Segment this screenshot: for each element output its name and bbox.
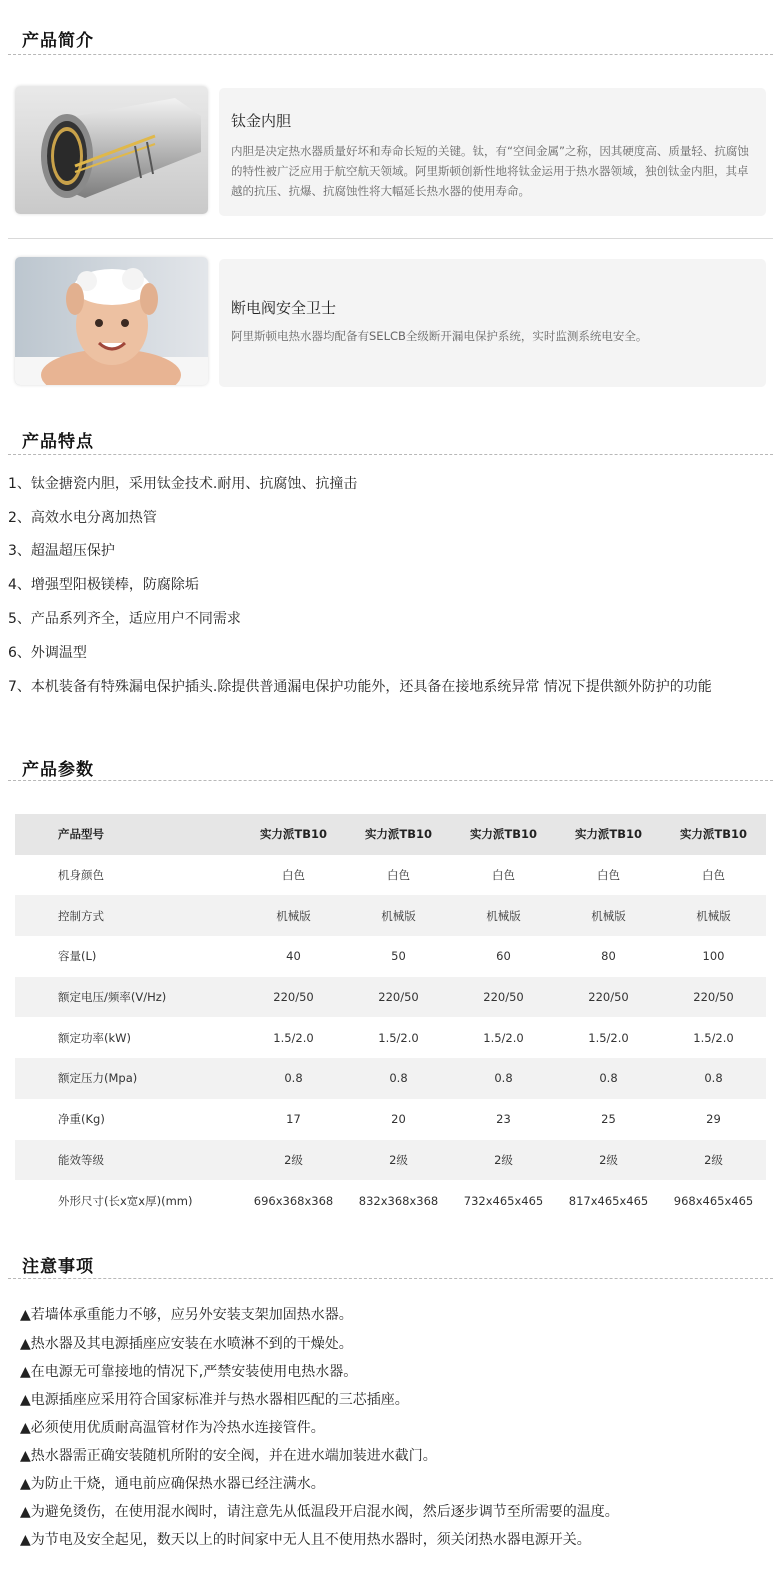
table-cell: 白色 <box>661 855 766 896</box>
table-cell: 1.5/2.0 <box>241 1017 346 1058</box>
feature-item: 7、本机装备有特殊漏电保护插头.除提供普通漏电保护功能外，还具备在接地系统异常 情况下提供额外防护的功能 <box>8 679 712 695</box>
table-cell: 白色 <box>451 855 556 896</box>
table-cell: 1.5/2.0 <box>661 1017 766 1058</box>
table-cell: 0.8 <box>556 1058 661 1099</box>
spec-table <box>15 814 766 1221</box>
table-row <box>15 1017 766 1058</box>
table-row <box>15 1058 766 1099</box>
table-cell-label: 净重(Kg) <box>15 1099 241 1140</box>
table-cell: 220/50 <box>556 977 661 1018</box>
table-cell: 832x368x368 <box>346 1180 451 1221</box>
table-cell: 1.5/2.0 <box>451 1017 556 1058</box>
table-cell: 白色 <box>346 855 451 896</box>
table-cell: 20 <box>346 1099 451 1140</box>
table-cell: 50 <box>346 936 451 977</box>
table-cell: 机械版 <box>661 895 766 936</box>
titanium-tank-image <box>15 86 208 214</box>
table-cell: 机械版 <box>346 895 451 936</box>
table-header-cell: 产品型号 <box>15 814 241 855</box>
table-cell: 2级 <box>451 1140 556 1181</box>
table-header-cell: 实力派TB10 <box>451 814 556 855</box>
note-item: ▲必须使用优质耐高温管材作为冷热水连接管件。 <box>20 1420 325 1436</box>
table-cell: 1.5/2.0 <box>556 1017 661 1058</box>
section-divider <box>8 780 773 781</box>
table-cell: 机械版 <box>556 895 661 936</box>
table-cell: 25 <box>556 1099 661 1140</box>
table-cell: 0.8 <box>241 1058 346 1099</box>
table-cell: 机械版 <box>241 895 346 936</box>
feature-item: 3、超温超压保护 <box>8 543 115 559</box>
table-row <box>15 977 766 1018</box>
table-cell: 2级 <box>346 1140 451 1181</box>
table-cell: 29 <box>661 1099 766 1140</box>
intro-divider <box>8 238 773 239</box>
section-divider <box>8 54 773 55</box>
table-row <box>15 855 766 896</box>
table-row <box>15 1140 766 1181</box>
intro-heading: 钛金内胆 <box>231 112 292 130</box>
table-cell: 220/50 <box>451 977 556 1018</box>
table-header-cell: 实力派TB10 <box>661 814 766 855</box>
table-cell: 0.8 <box>451 1058 556 1099</box>
table-cell: 17 <box>241 1099 346 1140</box>
baby-bath-image <box>15 257 208 385</box>
feature-item: 5、产品系列齐全，适应用户不同需求 <box>8 611 241 627</box>
table-row <box>15 895 766 936</box>
feature-item: 2、高效水电分离加热管 <box>8 510 157 526</box>
table-cell: 220/50 <box>241 977 346 1018</box>
intro-description: 内胆是决定热水器质量好坏和寿命长短的关键。钛，有“空间金属”之称，因其硬度高、质量轻、抗腐蚀的特性被广泛应用于航空航天领域。阿里斯顿创新性地将钛金运用于热水器领域，独创钛金内胆，其卓越的抗压、抗爆、抗腐蚀性将大幅延长热水器的使用寿命。 <box>231 144 749 198</box>
table-cell: 0.8 <box>661 1058 766 1099</box>
table-cell: 732x465x465 <box>451 1180 556 1221</box>
table-cell-label: 额定电压/频率(V/Hz) <box>15 977 241 1018</box>
section-title-intro: 产品简介 <box>22 31 94 51</box>
feature-item: 4、增强型阳极镁棒，防腐除垢 <box>8 577 199 593</box>
feature-item: 1、钛金搪瓷内胆，采用钛金技术.耐用、抗腐蚀、抗撞击 <box>8 476 358 492</box>
section-divider <box>8 1278 773 1279</box>
table-header-cell: 实力派TB10 <box>556 814 661 855</box>
table-header-cell: 实力派TB10 <box>346 814 451 855</box>
table-cell: 817x465x465 <box>556 1180 661 1221</box>
table-cell: 220/50 <box>661 977 766 1018</box>
table-row <box>15 1099 766 1140</box>
table-cell: 0.8 <box>346 1058 451 1099</box>
table-row <box>15 1180 766 1221</box>
table-cell: 1.5/2.0 <box>346 1017 451 1058</box>
note-item: ▲热水器需正确安装随机所附的安全阀，并在进水端加装进水截门。 <box>20 1448 437 1464</box>
table-cell: 机械版 <box>451 895 556 936</box>
table-cell: 白色 <box>556 855 661 896</box>
intro-card-safety <box>219 259 766 387</box>
note-item: ▲在电源无可靠接地的情况下,严禁安装使用电热水器。 <box>20 1364 358 1380</box>
table-cell: 2级 <box>556 1140 661 1181</box>
table-cell: 2级 <box>661 1140 766 1181</box>
note-item: ▲电源插座应采用符合国家标准并与热水器相匹配的三芯插座。 <box>20 1392 409 1408</box>
table-cell: 100 <box>661 936 766 977</box>
table-cell: 白色 <box>241 855 346 896</box>
table-cell: 60 <box>451 936 556 977</box>
table-cell: 23 <box>451 1099 556 1140</box>
note-item: ▲为防止干烧，通电前应确保热水器已经注满水。 <box>20 1476 325 1492</box>
table-cell: 220/50 <box>346 977 451 1018</box>
table-cell-label: 机身颜色 <box>15 855 241 896</box>
table-cell-label: 控制方式 <box>15 895 241 936</box>
table-cell-label: 额定功率(kW) <box>15 1017 241 1058</box>
note-item: ▲为节电及安全起见，数天以上的时间家中无人且不使用热水器时，须关闭热水器电源开关。 <box>20 1532 591 1548</box>
note-item: ▲为避免烫伤，在使用混水阀时，请注意先从低温段开启混水阀，然后逐步调节至所需要的温度。 <box>20 1504 619 1520</box>
table-cell: 968x465x465 <box>661 1180 766 1221</box>
table-cell-label: 容量(L) <box>15 936 241 977</box>
table-cell: 80 <box>556 936 661 977</box>
intro-heading: 断电阀安全卫士 <box>231 299 337 317</box>
note-item: ▲若墙体承重能力不够，应另外安装支架加固热水器。 <box>20 1307 353 1323</box>
section-divider <box>8 454 773 455</box>
section-title-features: 产品特点 <box>22 432 94 452</box>
table-header-cell: 实力派TB10 <box>241 814 346 855</box>
intro-description: 阿里斯顿电热水器均配备有SELCB全级断开漏电保护系统，实时监测系统电安全。 <box>231 329 648 343</box>
section-title-params: 产品参数 <box>22 760 94 780</box>
table-cell: 2级 <box>241 1140 346 1181</box>
table-header-row <box>15 814 766 855</box>
intro-card-titanium <box>219 88 766 216</box>
table-cell: 696x368x368 <box>241 1180 346 1221</box>
section-title-notes: 注意事项 <box>22 1257 94 1277</box>
table-cell-label: 能效等级 <box>15 1140 241 1181</box>
table-cell-label: 外形尺寸(长x宽x厚)(mm) <box>15 1180 241 1221</box>
note-item: ▲热水器及其电源插座应安装在水喷淋不到的干燥处。 <box>20 1336 353 1352</box>
table-cell: 40 <box>241 936 346 977</box>
feature-item: 6、外调温型 <box>8 645 87 661</box>
table-row <box>15 936 766 977</box>
table-cell-label: 额定压力(Mpa) <box>15 1058 241 1099</box>
